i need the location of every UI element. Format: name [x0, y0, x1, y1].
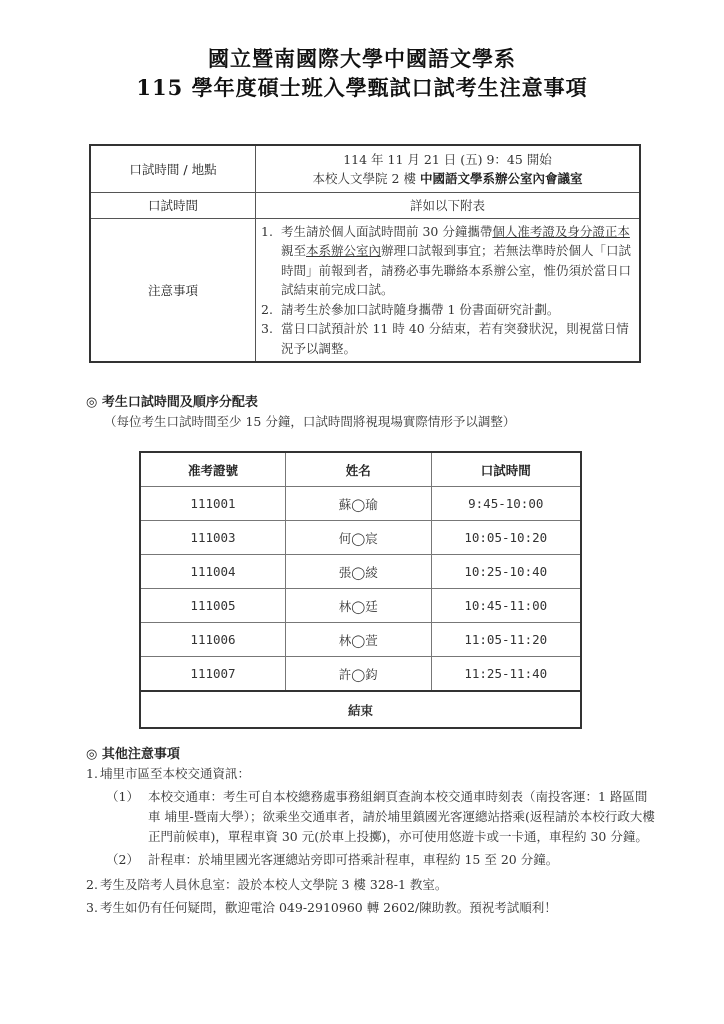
table-row	[140, 555, 581, 589]
table-row	[140, 487, 581, 521]
info-label: 口試時間	[90, 192, 256, 218]
other-note-subitem	[86, 850, 656, 870]
table-row	[140, 521, 581, 555]
note-number: 3.	[261, 321, 273, 336]
note-text: 辦理口試報到事宜；若無法準時於個人「口試時間」前報到者，請務必事先聯絡本系辦公室，惟仍須於當日口試結束前完成口試。	[281, 243, 632, 297]
table-row	[140, 657, 581, 692]
info-label: 注意事項	[90, 218, 256, 362]
info-value: 詳如以下附表	[256, 192, 641, 218]
other-note-text: 考生如仍有任何疑問，歡迎電洽 049-2910960 轉 2602/陳助教。預祝考試順利！	[100, 900, 557, 915]
info-value	[256, 145, 641, 192]
candidate-name: 張◯綾	[286, 555, 432, 589]
info-label: 口試時間 / 地點	[90, 145, 256, 192]
other-note-item	[86, 898, 656, 918]
other-note-subitem	[86, 787, 656, 847]
schedule-subheading: （每位考生口試時間至少 15 分鐘，口試時間將視現場實際情形予以調整）	[104, 414, 516, 429]
note-number: 1.	[261, 223, 273, 239]
interview-time: 10:25-10:40	[431, 555, 581, 589]
note-text: 當日口試預計於 11 時 40 分結束，若有突發狀況，則視當日情況予以調整。	[281, 321, 629, 356]
notes-cell	[256, 218, 641, 362]
header-exam-number: 准考證號	[140, 452, 286, 487]
candidate-name: 林◯廷	[286, 589, 432, 623]
subitem-number: （1）	[106, 789, 139, 804]
header-interview-time: 口試時間	[431, 452, 581, 487]
exam-info-table	[89, 144, 641, 363]
other-notes-heading: ◎ 其他注意事項	[86, 747, 180, 762]
note-item	[261, 222, 632, 300]
schedule-table	[139, 451, 582, 729]
document-title	[0, 44, 724, 102]
exam-number: 111007	[140, 657, 286, 692]
exam-number: 111005	[140, 589, 286, 623]
other-note-number: 3.	[86, 900, 98, 915]
interview-time: 11:05-11:20	[431, 623, 581, 657]
note-underlined-text: 個人准考證及身分證正本	[492, 223, 630, 239]
note-item	[261, 319, 632, 358]
subitem-text: 本校交通車：考生可自本校總務處事務組網頁查詢本校交通車時刻表（南投客運：1 路區間車 埔里-暨南大學）；欲乘坐交通車者，請於埔里鎮國光客運總站搭乘(返程請於本校行政大樓正門前候車)，單程車資 30 元(於車上投擲)，亦可使用悠遊卡或一卡通，車程約 30 分鐘。	[148, 789, 655, 844]
location-room: 中國語文學系辦公室內會議室	[419, 170, 583, 186]
note-text: 請考生於參加口試時隨身攜帶 1 份書面研究計劃。	[281, 301, 560, 317]
note-number: 2.	[261, 301, 273, 317]
schedule-end-row	[140, 691, 581, 728]
note-text: 親至	[281, 243, 307, 258]
candidate-name: 何◯宸	[286, 521, 432, 555]
exam-location	[257, 169, 638, 188]
schedule-heading: ◎ 考生口試時間及順序分配表	[86, 395, 258, 410]
candidate-name: 蘇◯瑜	[286, 487, 432, 521]
location-building: 本校人文學院 2 樓	[312, 170, 416, 186]
interview-time: 10:45-11:00	[431, 589, 581, 623]
candidate-name: 林◯萱	[286, 623, 432, 657]
other-note-number: 1.	[86, 766, 98, 781]
other-note-item	[86, 764, 656, 784]
note-underlined-text: 本系辦公室內	[306, 243, 382, 258]
subitem-text: 計程車：於埔里國光客運總站旁即可搭乘計程車，車程約 15 至 20 分鐘。	[148, 852, 559, 867]
note-text: 考生請於個人面試時間前 30 分鐘攜帶	[281, 223, 493, 239]
info-row-notes	[90, 218, 640, 362]
table-row	[140, 589, 581, 623]
info-row-time-location	[90, 145, 640, 192]
other-note-text: 考生及陪考人員休息室：設於本校人文學院 3 樓 328-1 教室。	[100, 877, 448, 892]
other-note-text: 埔里市區至本校交通資訊：	[100, 766, 251, 781]
note-item	[261, 300, 632, 320]
exam-number: 111003	[140, 521, 286, 555]
interview-time: 11:25-11:40	[431, 657, 581, 692]
title-line-1: 國立暨南國際大學中國語文學系	[208, 46, 516, 71]
candidate-name: 許◯鈞	[286, 657, 432, 692]
subitem-number: （2）	[106, 852, 139, 867]
exam-number: 111001	[140, 487, 286, 521]
other-note-number: 2.	[86, 877, 98, 892]
title-line-2: 115 學年度碩士班入學甄試口試考生注意事項	[136, 75, 588, 100]
exam-datetime: 114 年 11 月 21 日 (五) 9：45 開始	[343, 151, 552, 167]
other-notes-list	[86, 764, 656, 918]
interview-time: 10:05-10:20	[431, 521, 581, 555]
schedule-header-row	[140, 452, 581, 487]
info-row-time	[90, 192, 640, 218]
exam-number: 111006	[140, 623, 286, 657]
interview-time: 9:45-10:00	[431, 487, 581, 521]
header-name: 姓名	[286, 452, 432, 487]
table-row	[140, 623, 581, 657]
other-note-item	[86, 875, 656, 895]
schedule-end-label: 結束	[140, 691, 581, 728]
exam-number: 111004	[140, 555, 286, 589]
notes-list	[257, 220, 638, 361]
